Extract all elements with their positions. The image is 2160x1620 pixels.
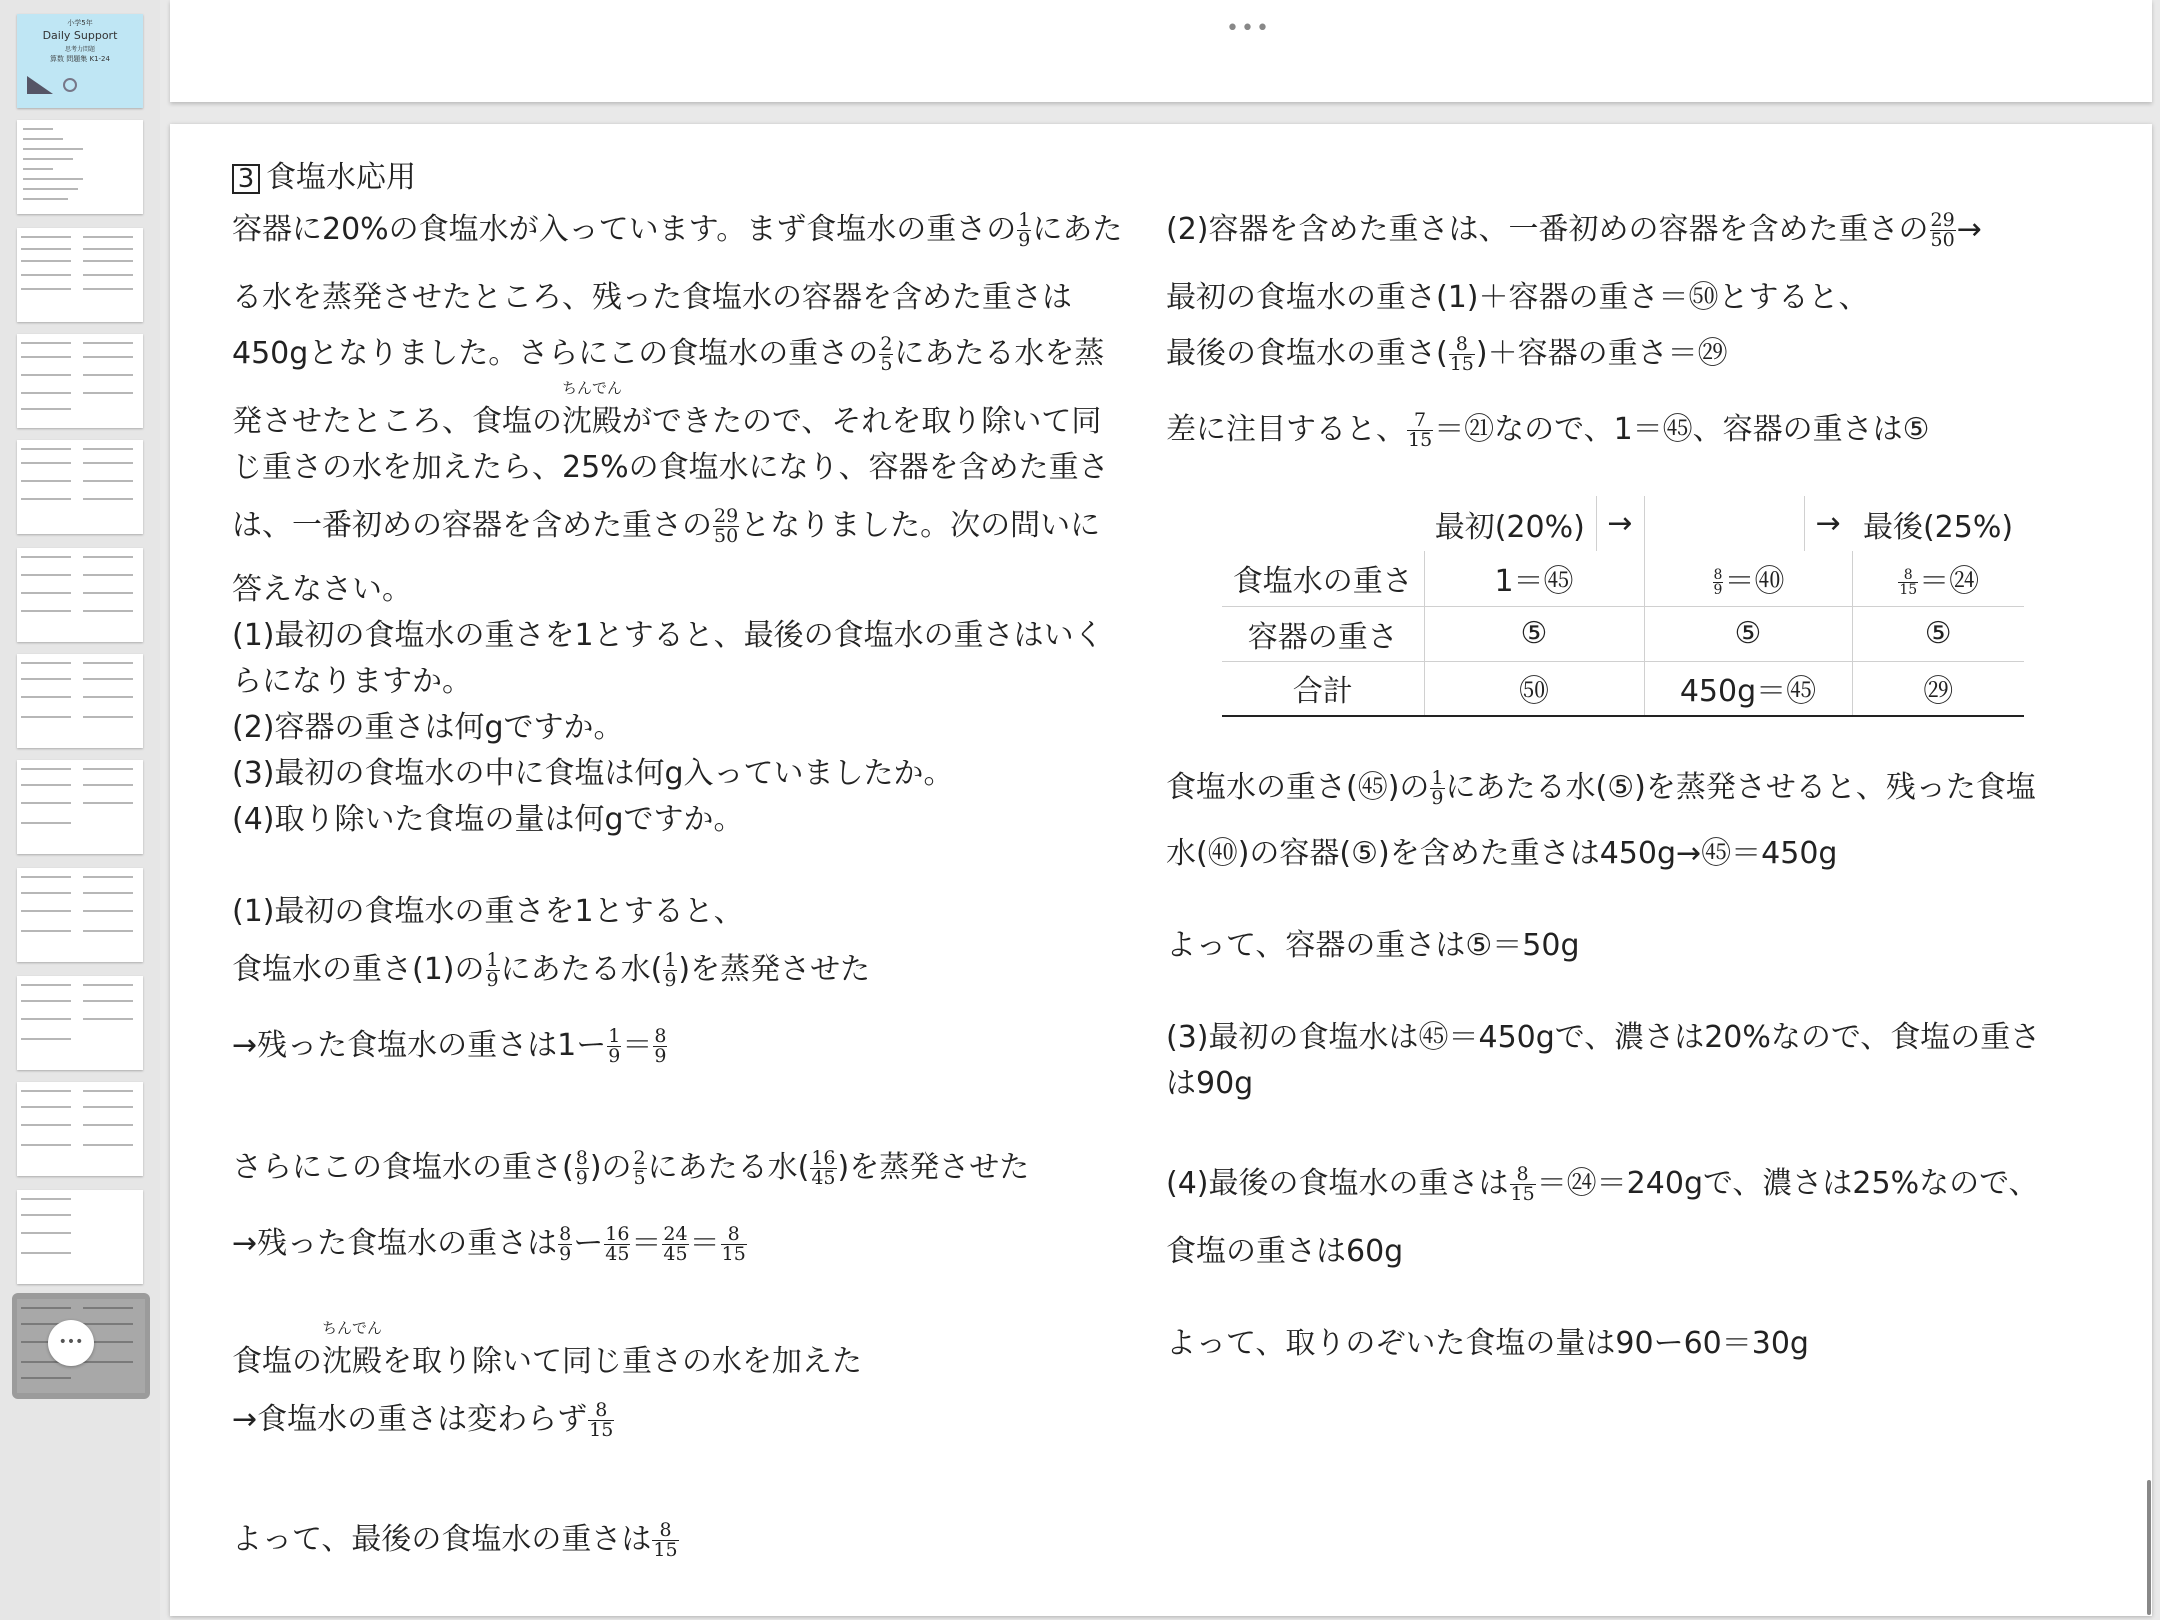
statement-line-7: 答えなさい。 [232, 572, 412, 607]
thumbnail-page-12[interactable] [17, 1190, 143, 1284]
problem-heading [232, 158, 416, 198]
fraction-2-5: $\frac{2}{5}$ [633, 1147, 646, 1189]
triangle-ruler-icon [27, 76, 53, 94]
statement-line-4 [232, 379, 1102, 442]
solution-3-line-1: (3)最初の食塩水は㊺＝450gで、濃さは20%なので、食塩の重さ [1166, 1020, 2041, 1055]
solution-1-remaining-2: →残った食塩水の重さは $\frac{8}{9}$ ー $\frac{16}{45}$ ＝ $\frac{24}{45}$ ＝ $\frac{8}{15}$ [232, 1223, 746, 1265]
ruby-chindenn: ちんでん 沈殿 [322, 1319, 383, 1379]
table-cell: $\frac{8}{15}$ ＝㉔ [1852, 551, 2024, 606]
page-options-dots-icon[interactable]: ••• [1226, 16, 1271, 41]
table-row-label: 容器の重さ [1222, 606, 1424, 661]
table-cell: $\frac{8}{9}$ ＝㊵ [1644, 551, 1852, 606]
cover-series: Daily Support [42, 29, 118, 42]
thumbnail-page-11[interactable] [17, 1082, 143, 1176]
table-header-arrow: → [1596, 496, 1644, 551]
fraction-1-9: $\frac{1}{9}$ [664, 949, 677, 991]
thumbnail-page-5[interactable] [17, 440, 143, 534]
solution-4-answer: よって、取りのぞいた食塩の量は90ー60＝30g [1166, 1326, 1809, 1361]
fraction-16-45: $\frac{16}{45}$ [811, 1147, 836, 1189]
question-2: (2)容器の重さは何gですか。 [232, 710, 624, 745]
fraction-1-9: $\frac{1}{9}$ [608, 1025, 621, 1067]
fraction-16-45: $\frac{16}{45}$ [605, 1223, 630, 1265]
statement-line-1 [232, 210, 1122, 250]
statement-text: ができたので、それを取り除いて同 [622, 404, 1102, 439]
thumbnail-page-1[interactable] [17, 14, 143, 108]
fraction-8-15: $\frac{8}{15}$ [589, 1399, 614, 1441]
thumbnail-page-8[interactable] [17, 760, 143, 854]
fraction-8-9: $\frac{8}{9}$ [559, 1223, 572, 1265]
table-cell: ⑤ [1852, 606, 2024, 661]
table-cell: ㉙ [1852, 661, 2024, 716]
protractor-icon [63, 78, 77, 92]
fraction-8-15: $\frac{8}{15}$ [721, 1223, 746, 1265]
question-1-line-2: らになりますか。 [232, 664, 472, 699]
solution-2-evaporate: 食塩水の重さ(㊺)の $\frac{1}{9}$ にあたる水(⑤)を蒸発させると、残った食塩 [1166, 767, 2036, 809]
table-header-first: 最初(20%) [1424, 496, 1596, 551]
solution-1-evaporate: 食塩水の重さ(1)の $\frac{1}{9}$ にあたる水( $\frac{1}{9}$ )を蒸発させた [232, 949, 871, 991]
weight-table [1222, 496, 2024, 717]
statement-line-2: る水を蒸発させたところ、残った食塩水の容器を含めた重さは [232, 280, 1072, 315]
statement-line-6 [232, 506, 1100, 546]
question-1-line-1: (1)最初の食塩水の重さを1とすると、最後の食塩水の重さはいく [232, 618, 1104, 653]
thumbnail-page-10[interactable] [17, 976, 143, 1070]
statement-text: 容器に20%の食塩水が入っています。まず食塩水の重さの [232, 212, 1017, 247]
fraction-1-9: $\frac{1}{9}$ [1018, 209, 1031, 251]
table-cell: ⑤ [1644, 606, 1852, 661]
fraction-7-15: $\frac{7}{15}$ [1408, 409, 1433, 451]
cover-subtitle: 思考力問題 [64, 46, 95, 53]
thumbnail-page-2[interactable] [17, 120, 143, 214]
table-cell: ⑤ [1424, 606, 1644, 661]
solution-1-intro: (1)最初の食塩水の重さを1とすると、 [232, 894, 744, 929]
solution-1-answer: よって、最後の食塩水の重さは $\frac{8}{15}$ [232, 1519, 678, 1561]
table-cell: ㊿ [1424, 661, 1644, 716]
table-header-middle [1644, 496, 1804, 551]
table-cell: 450g＝㊺ [1644, 661, 1852, 716]
solution-4-line-1: (4)最後の食塩水の重さは $\frac{8}{15}$ ＝㉔＝240gで、濃さは25%なので、 [1166, 1163, 2039, 1205]
table-header-arrow: → [1815, 506, 1841, 541]
fraction-8-15: $\frac{8}{15}$ [1510, 1163, 1535, 1205]
table-row-label: 合計 [1222, 661, 1424, 716]
fraction-8-15: $\frac{8}{15}$ [1449, 333, 1474, 375]
statement-text: 発させたところ、食塩の [232, 404, 562, 439]
cover-book-title: 算数 問題集 K1-24 [50, 55, 110, 63]
statement-text: にあた [1032, 212, 1123, 247]
table-corner [1222, 496, 1424, 551]
solution-1-remaining: →残った食塩水の重さは1ー $\frac{1}{9}$ ＝ $\frac{8}{9}$ [232, 1025, 667, 1067]
previous-page [170, 0, 2152, 102]
table-header-last: 最後(25%) [1862, 509, 2014, 545]
thumbnail-page-3[interactable] [17, 228, 143, 322]
solution-2-difference: 差に注目すると、 $\frac{7}{15}$ ＝㉑なので、1＝㊺、容器の重さは⑤ [1166, 409, 1930, 451]
solution-1-precipitate: 食塩の ちんでん 沈殿を取り除いて同じ重さの水を加えた [232, 1342, 862, 1382]
fraction-29-50: $\frac{29}{50}$ [1930, 209, 1955, 251]
fraction-8-15: $\frac{8}{15}$ [653, 1519, 678, 1561]
page-thumbnail-sidebar [0, 0, 160, 1620]
statement-line-3 [232, 334, 1104, 374]
solution-2-intro: (2)容器を含めた重さは、一番初めの容器を含めた重さの $\frac{29}{50}$ → [1166, 209, 1982, 251]
fraction-8-9: $\frac{8}{9}$ [654, 1025, 667, 1067]
fraction-8-9: $\frac{8}{9}$ [575, 1147, 588, 1189]
solution-4-line-2: 食塩の重さは60g [1166, 1234, 1404, 1269]
solution-1-second-evaporate: さらにこの食塩水の重さ( $\frac{8}{9}$ )の $\frac{2}{5}$ にあたる水( $\frac{16}{45}$ )を蒸発させた [232, 1147, 1030, 1189]
solution-1-unchanged: →食塩水の重さは変わらず $\frac{8}{15}$ [232, 1399, 614, 1441]
table-cell: 1＝㊺ [1424, 551, 1644, 606]
document-page [170, 124, 2152, 1616]
solution-2-first: 最初の食塩水の重さ(1)＋容器の重さ＝㊿とすると、 [1166, 280, 1869, 315]
thumbnail-page-4[interactable] [17, 334, 143, 428]
problem-number-box: 3 [232, 164, 260, 194]
statement-text: は、一番初めの容器を含めた重さの [232, 508, 712, 543]
fraction-8-9: $\frac{8}{9}$ [1713, 567, 1723, 599]
fraction-2-5: $\frac{2}{5}$ [880, 333, 893, 375]
thumbnail-page-9[interactable] [17, 868, 143, 962]
solution-2-last: 最後の食塩水の重さ( $\frac{8}{15}$ )＋容器の重さ＝㉙ [1166, 333, 1728, 375]
ellipsis-icon[interactable]: ••• [48, 1320, 94, 1366]
statement-text: にあたる水を蒸 [894, 336, 1105, 371]
statement-text: 450gとなりました。さらにこの食塩水の重さの [232, 336, 879, 371]
fraction-1-9: $\frac{1}{9}$ [486, 949, 499, 991]
thumbnail-page-6[interactable] [17, 548, 143, 642]
statement-line-5: じ重さの水を加えたら、25%の食塩水になり、容器を含めた重さ [232, 450, 1109, 485]
vertical-scrollbar[interactable] [2147, 1480, 2151, 1615]
solution-3-line-2: は90g [1166, 1066, 1254, 1101]
fraction-29-50: $\frac{29}{50}$ [714, 505, 739, 547]
ruby-chindenn: ちんでん 沈殿 [562, 379, 623, 439]
solution-2-answer: よって、容器の重さは⑤＝50g [1166, 928, 1580, 963]
fraction-8-15: $\frac{8}{15}$ [1899, 567, 1918, 599]
fraction-24-45: $\frac{24}{45}$ [663, 1223, 688, 1265]
cover-grade: 小学5年 [67, 19, 93, 27]
fraction-1-9: $\frac{1}{9}$ [1431, 767, 1444, 809]
table-row-label: 食塩水の重さ [1222, 551, 1424, 606]
question-3: (3)最初の食塩水の中に食塩は何g入っていましたか。 [232, 756, 954, 791]
problem-title: 食塩水応用 [266, 160, 416, 195]
statement-text: となりました。次の問いに [740, 508, 1101, 543]
question-4: (4)取り除いた食塩の量は何gですか。 [232, 802, 744, 837]
solution-2-450g: 水(㊵)の容器(⑤)を含めた重さは450g→㊺＝450g [1166, 836, 1838, 871]
thumbnail-page-7[interactable] [17, 654, 143, 748]
